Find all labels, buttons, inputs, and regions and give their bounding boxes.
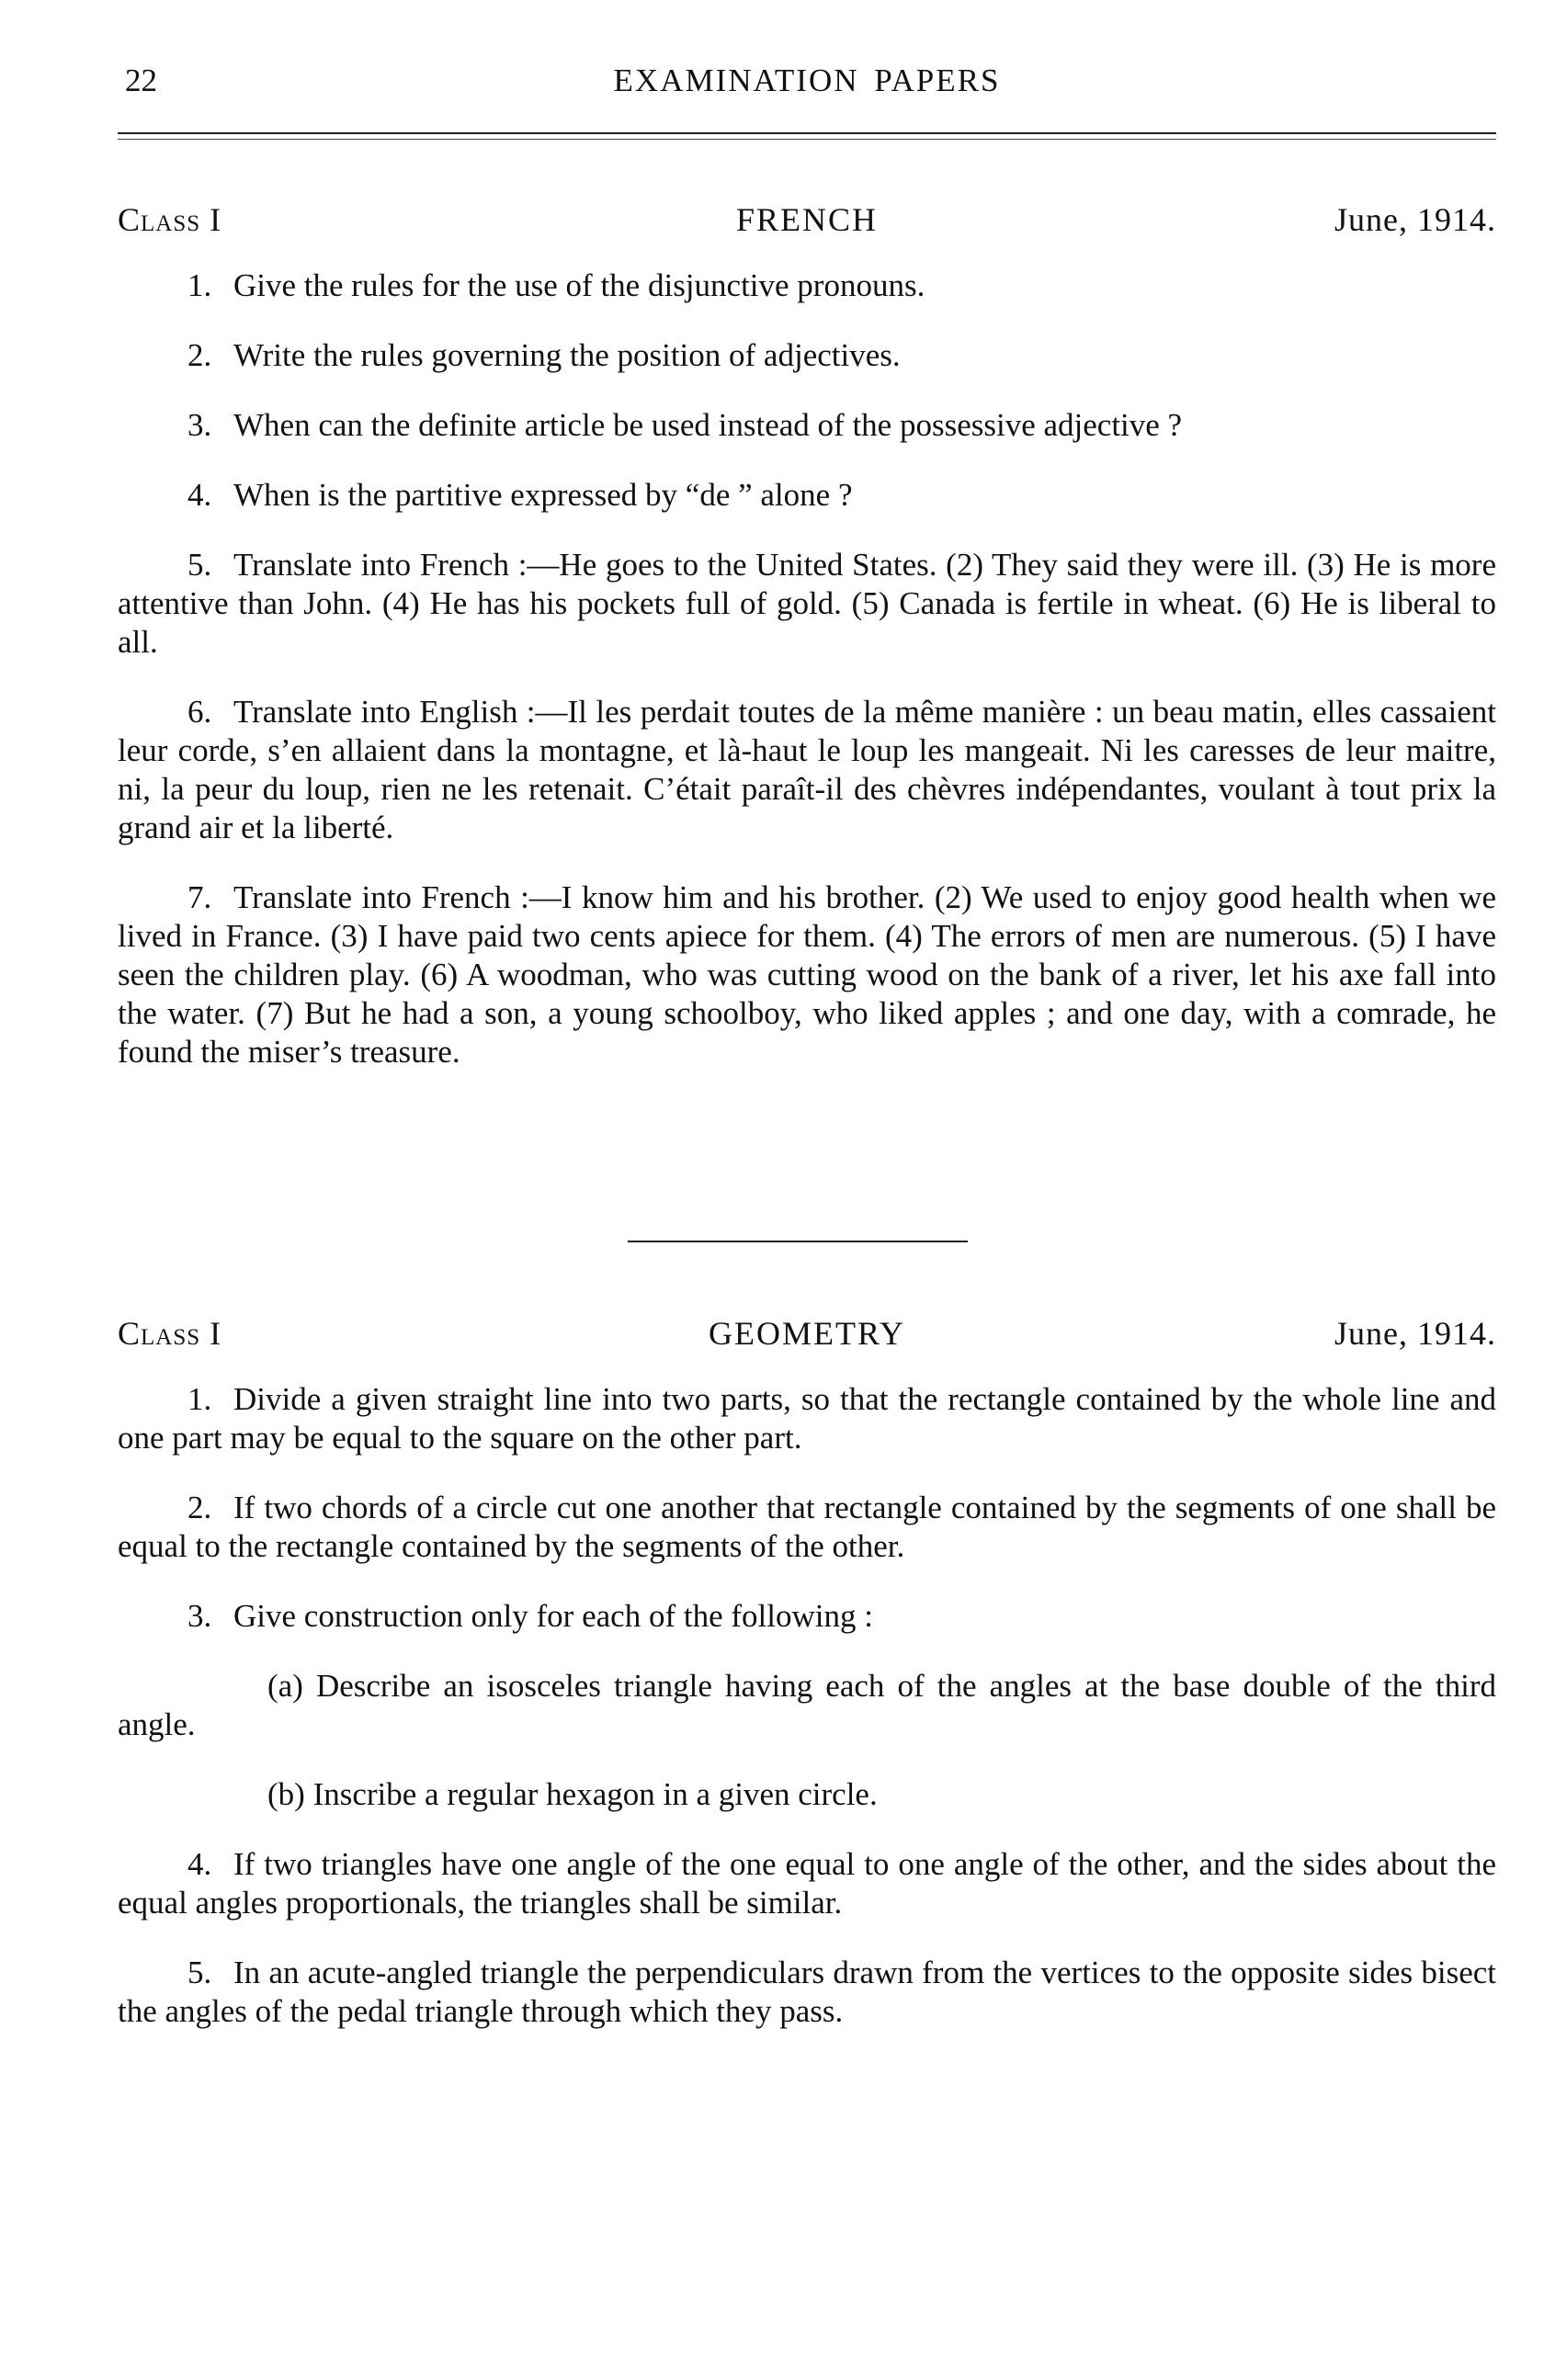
geometry-section [118, 1314, 1496, 2031]
geometry-question-4: 4. If two triangles have one angle of the one equal to one angle of the other, and the sides about the equal angles proportionals, the triangles shall be similar. [118, 1846, 1496, 1921]
french-question-3: 3. When can the definite article be used instead of the possessive adjective ? [187, 407, 1183, 443]
geometry-sub-question-b: (b) Inscribe a regular hexagon in a given circle. [267, 1776, 878, 1812]
geometry-sub-question-a: (a) Describe an isosceles triangle having each of the angles at the base double of the third angle. [118, 1668, 1496, 1742]
geometry-subject-title: GEOMETRY [709, 1315, 905, 1352]
section-divider [628, 1241, 968, 1242]
geometry-date: June, 1914. [1334, 1315, 1496, 1352]
french-section-header [118, 200, 1496, 246]
french-class-label: Class I [118, 201, 222, 238]
exam-page [118, 55, 1496, 2029]
geometry-question-5: 5. In an acute-angled triangle the perpendiculars drawn from the vertices to the opposite sides bisect the angles of the pedal triangle through which they pass. [118, 1955, 1496, 2029]
geometry-question-3: 3. Give construction only for each of the following : [187, 1598, 873, 1634]
header-rule [118, 132, 1496, 140]
geometry-question-2: 2. If two chords of a circle cut one another that rectangle contained by the segments of one shall be equal to the rectangle contained by the segments of the other. [118, 1490, 1496, 1564]
geometry-class-label: Class I [118, 1315, 222, 1352]
running-head [118, 55, 1496, 110]
geometry-question-1: 1. Divide a given straight line into two parts, so that the rectangle contained by the whole line and one part may be equal to the square on the other part. [118, 1381, 1496, 1456]
french-question-1: 1. Give the rules for the use of the disjunctive pronouns. [187, 267, 925, 303]
page-number: 22 [125, 62, 157, 98]
french-question-5: 5. Translate into French :—He goes to the United States. (2) They said they were ill. (3) He is more attentive than John. (4) He has his pockets full of gold. (5) Canada is fertile in wheat. (6) He is liberal to all. [118, 547, 1496, 660]
french-subject-title: FRENCH [735, 201, 879, 238]
running-title: EXAMINATION PAPERS [613, 62, 1001, 98]
french-section [118, 200, 1496, 1071]
french-date: June, 1914. [1334, 201, 1496, 238]
french-question-4: 4. When is the partitive expressed by “de ” alone ? [187, 477, 853, 513]
french-question-7: 7. Translate into French :—I know him and his brother. (2) We used to enjoy good health when we lived in France. (3) I have paid two cents apiece for them. (4) The errors of men are numerous. (5) I have seen the children play. (6) A woodman, who was cutting wood on the bank of a river, let his axe fall into the water. (7) But he had a son, a young schoolboy, who liked apples ; and one day, with a comrade, he found the miser’s treasure. [118, 879, 1496, 1070]
geometry-section-header [118, 1314, 1496, 1360]
french-question-6: 6. Translate into English :—Il les perdait toutes de la même manière : un beau matin, elles cassaient leur corde, s’en allaient dans la montagne, et là-haut le loup les mangeait. Ni les caresses de leur maitre, ni, la peur du loup, rien ne les retenait. C’était paraît-il des chèvres indépendantes, voulant à tout prix la grand air et la liberté. [118, 694, 1496, 845]
french-question-2: 2. Write the rules governing the position of adjectives. [187, 337, 901, 373]
